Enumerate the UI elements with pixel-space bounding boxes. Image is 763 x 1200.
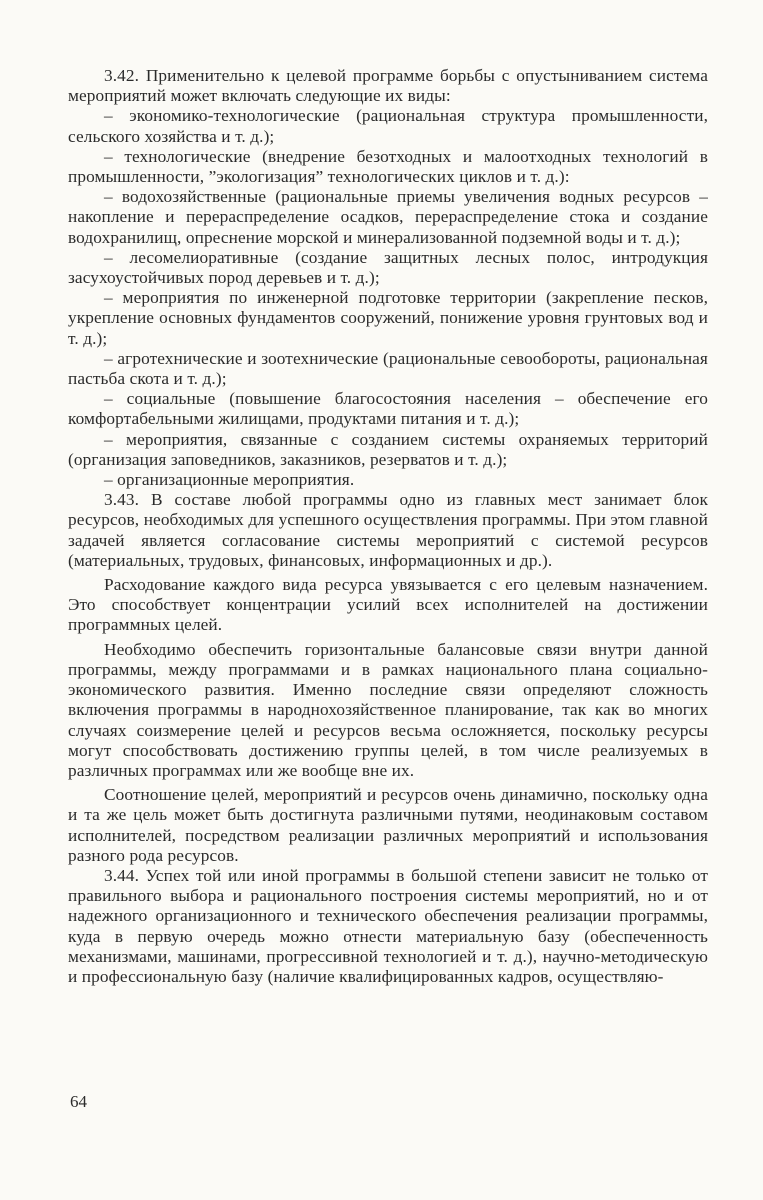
paragraph-resource-spending: Расходование каждого вида ресурса увязывается с его целевым назначением. Это способствует концентрации усилий всех исполнителей на достижении программных целей. — [68, 575, 708, 635]
page-number: 64 — [70, 1092, 87, 1111]
paragraph-3-43: 3.43. В составе любой программы одно из главных мест занимает блок ресурсов, необходимых для успешного осуществления программы. При этом главной задачей является согласование системы мероприятий с системой ресурсов (материальных, трудовых, финансовых, информационных и др.). — [68, 490, 708, 570]
paragraph-3-42-intro: 3.42. Применительно к целевой программе борьбы с опустыниванием система мероприятий может включать следующие их виды: — [68, 66, 708, 106]
paragraph-3-44: 3.44. Успех той или иной программы в большой степени зависит не только от правильного выбора и рационального построения системы мероприятий, но и от надежного организационного и технического обеспечения реализации программы, куда в первую очередь можно отнести материальную базу (обеспеченность механизмами, машинами, прогрессивной технологией и т. д.), научно-методическую и профессиональную базу (наличие квалифицированных кадров, осуществляю- — [68, 865, 708, 986]
body-text — [68, 66, 708, 987]
list-item-organizational: – организационные мероприятия. — [104, 470, 355, 490]
list-item-technological: – технологические (внедрение безотходных и малоотходных технологий в промышленности, ”экологизация” технологических циклов и т. д.): — [68, 146, 708, 187]
list-item-economic-technological: – экономико-технологические (рациональная структура промышленности, сельского хозяйства и т. д.); — [68, 106, 708, 146]
list-item-water-management: – водохозяйственные (рациональные приемы увеличения водных ресурсов – накопление и перераспределение осадков, перераспределение стока и создание водохранилищ, опреснение морской и минерализованной подземной воды и т. д.); — [68, 187, 708, 247]
list-item-agrotechnical: – агротехнические и зоотехнические (рациональные севообороты, рациональная пастьба скота и т. д.); — [68, 348, 708, 389]
list-item-protected-territories: – мероприятия, связанные с созданием системы охраняемых территорий (организация заповедников, заказников, резерватов и т. д.); — [68, 429, 708, 469]
paragraph-goals-ratio: Соотношение целей, мероприятий и ресурсов очень динамично, поскольку одна и та же цель может быть достигнута различными путями, неодинаковым составом исполнителей, посредством реализации различных мероприятий и использования разного рода ресурсов. — [68, 785, 708, 865]
paragraph-balance-links: Необходимо обеспечить горизонтальные балансовые связи внутри данной программы, между программами и в рамках национального плана социально-экономического развития. Именно последние связи определяют сложность включения программы в народнохозяйственное планирование, так как во многих случаях соизмерение целей и ресурсов весьма осложняется, поскольку ресурсы могут способствовать достижению группы целей, в том числе реализуемых в различных программах или же вообще вне их. — [68, 639, 708, 780]
list-item-engineering-preparation: – мероприятия по инженерной подготовке территории (закрепление песков, укрепление основных фундаментов сооружений, понижение уровня грунтовых вод и т. д.); — [68, 288, 708, 348]
list-item-social: – социальные (повышение благосостояния населения – обеспечение его комфортабельными жилищами, продуктами питания и т. д.); — [68, 389, 708, 429]
list-item-forest-reclamation: – лесомелиоративные (создание защитных лесных полос, интродукция засухоустойчивых пород деревьев и т. д.); — [68, 247, 708, 288]
